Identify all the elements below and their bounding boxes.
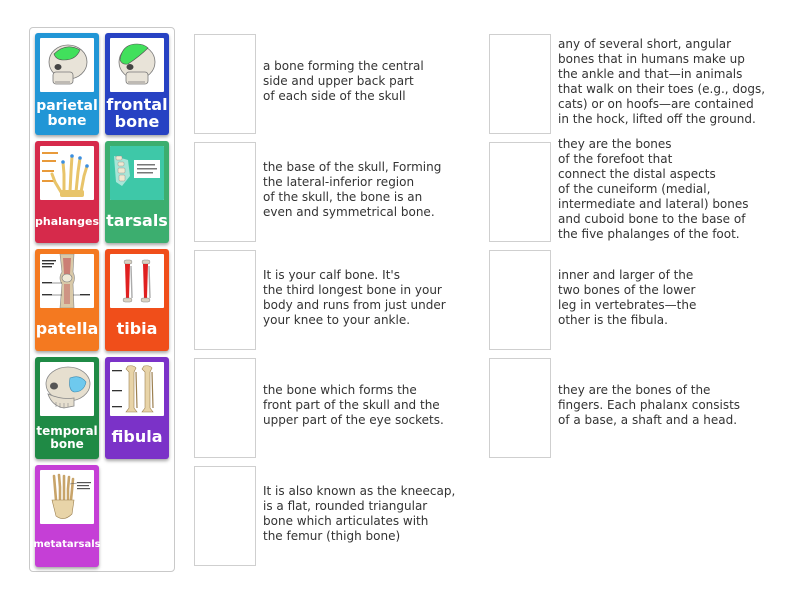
knee-diagram-icon xyxy=(40,254,94,308)
card-label: patella xyxy=(35,319,99,339)
drop-zone[interactable] xyxy=(489,358,551,458)
card-metatarsals[interactable] xyxy=(35,465,99,567)
definition-text: they are the bones of the forefoot that connect the distal aspects of the cuneiform (medial, intermediate and lateral) bones and cuboid bone to the base of the five phalanges of the foot. xyxy=(558,137,749,241)
card-label: tibia xyxy=(116,319,158,339)
foot-metatarsals-icon xyxy=(40,470,94,524)
card-label: tarsals xyxy=(106,211,168,231)
definition-text: any of several short, angular bones that in humans make up the ankle and that—in animals that walk on their toes (e.g., dogs, cats) or on hoofs—are contained in the hock, lifted off the ground. xyxy=(558,37,766,126)
card-label: parietal bone xyxy=(36,97,98,129)
drop-zone[interactable] xyxy=(194,142,256,242)
card-label: metatarsals xyxy=(33,539,101,551)
definition-text: It is also known as the kneecap, is a flat, rounded triangular bone which articulates with the femur (thigh bone) xyxy=(263,484,456,543)
drop-zone[interactable] xyxy=(194,34,256,134)
card-label: frontal bone xyxy=(106,94,168,131)
lower-leg-tibia-icon xyxy=(110,254,164,308)
foot-tarsals-icon xyxy=(110,146,164,200)
card-label: temporal bone xyxy=(36,423,98,451)
drop-zone[interactable] xyxy=(194,466,256,566)
lower-leg-fibula-icon xyxy=(110,362,164,416)
definition-text: the base of the skull, Forming the lateral-inferior region of the skull, the bone is an even and symmetrical bone. xyxy=(263,160,442,219)
card-temporal-bone[interactable] xyxy=(35,357,99,459)
definition-text: It is your calf bone. It's the third longest bone in your body and runs from just under your knee to your ankle. xyxy=(263,268,446,327)
definition-text: inner and larger of the two bones of the lower leg in vertebrates—the other is the fibula. xyxy=(558,268,697,327)
skull-frontal-icon xyxy=(110,38,164,92)
card-patella[interactable] xyxy=(35,249,99,351)
card-tibia[interactable] xyxy=(105,249,169,351)
drop-zone[interactable] xyxy=(194,358,256,458)
drop-zone[interactable] xyxy=(489,250,551,350)
card-tarsals[interactable] xyxy=(105,141,169,243)
drop-zone[interactable] xyxy=(489,34,551,134)
drop-zone[interactable] xyxy=(194,250,256,350)
skull-parietal-icon xyxy=(40,38,94,92)
definition-text: they are the bones of the fingers. Each phalanx consists of a base, a shaft and a head. xyxy=(558,383,741,427)
card-phalanges[interactable] xyxy=(35,141,99,243)
drop-zone[interactable] xyxy=(489,142,551,242)
card-frontal-bone[interactable] xyxy=(105,33,169,135)
definition-text: the bone which forms the front part of the skull and the upper part of the eye sockets. xyxy=(263,383,444,427)
card-fibula[interactable] xyxy=(105,357,169,459)
skull-temporal-icon xyxy=(40,362,94,416)
card-label: phalanges xyxy=(34,214,100,228)
card-label: fibula xyxy=(111,427,163,447)
definition-text: a bone forming the central side and upper back part of each side of the skull xyxy=(263,59,424,103)
card-parietal-bone[interactable] xyxy=(35,33,99,135)
hand-bones-icon xyxy=(40,146,94,200)
